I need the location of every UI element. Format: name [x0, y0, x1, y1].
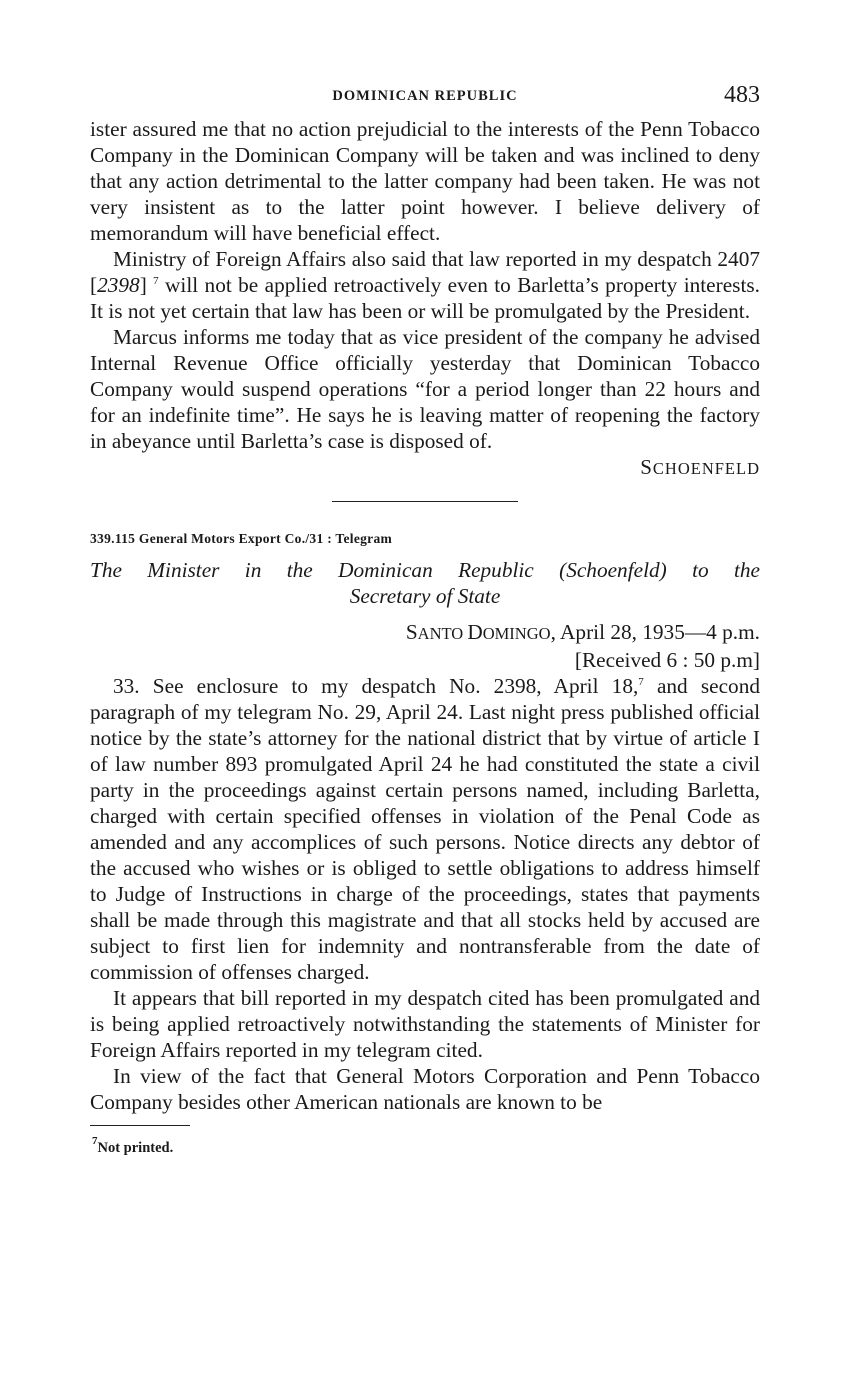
- document-title: [90, 557, 760, 609]
- footnote-text: Not printed.: [97, 1140, 174, 1156]
- paragraph-marcus: Marcus informs me today that as vice president of the company he advised Internal Revenue Office officially yesterday that Dominican Tobacco Company would suspend operations “for a period longer than 22 hours and for an indefinite time”. He says he is leaving matter of reopening the factory in abeyance until Barletta’s case is disposed of.: [90, 325, 760, 453]
- place-date: SANTO DOMINGO, April 28, 1935—4 p.m.: [405, 620, 760, 644]
- document-title-line2: Secretary of State: [349, 584, 501, 608]
- dateline: [90, 619, 760, 673]
- paragraph-text: will not be applied retroactively even to Barletta’s property interests. It is not yet certain that law has been or will be promulgated by the President.: [90, 273, 760, 323]
- telegram-paragraph-2: It appears that bill reported in my despatch cited has been promulgated and is being applied retroactively notwithstanding the statements of Minister for Foreign Affairs reported in my telegram cited.: [90, 986, 760, 1062]
- footnote-marker: 7: [638, 676, 644, 688]
- footnote-rule: [90, 1125, 190, 1126]
- paragraph-text: Ministry of Foreign Affairs also said that law reported in my despatch 2407 [: [90, 247, 760, 297]
- telegram-paragraph-1: 33. See enclosure to my despatch No. 2398, April 18,$^7$ and second paragraph of my telegram No. 29, April 24. Last night press published official notice by the state’s attorney for the national district that by virtue of article I of law number 893 promulgated April 24 he had constituted the state a civil party in the proceedings against certain persons named, including Barletta, charged with certain specified offenses in violation of the Penal Code as amended and any accomplices of such persons. Notice directs any debtor of the accused who wishes or is obliged to settle obligations to address himself to Judge of Instructions in charge of the proceedings, states that payments shall be made through this magistrate and that all stocks held by accused are subject to first lien for indemnity and nontransferable from the date of commission of offenses charged.: [90, 674, 760, 984]
- bracket-close: ]: [139, 273, 147, 297]
- despatch-reference: 2398: [97, 273, 140, 297]
- paragraph-continued: ister assured me that no action prejudicial to the interests of the Penn Tobacco Company in the Dominican Company will be taken and was inclined to deny that any action detrimental to the latter company had been taken. He was not very insistent as to the latter point however. I believe delivery of memorandum will have beneficial effect.: [90, 117, 760, 245]
- footnote-marker: 7: [153, 275, 159, 287]
- section-divider: [332, 501, 518, 502]
- file-reference: 339.115 General Motors Export Co./31 : Telegram: [90, 531, 393, 546]
- running-title: DOMINICAN REPUBLIC: [332, 88, 518, 104]
- paragraph-foreign-affairs: [90, 246, 760, 324]
- document-title-line1: The Minister in the Dominican Republic (Schoenfeld) to the: [90, 558, 760, 582]
- page-number: 483: [724, 82, 760, 108]
- telegram-paragraph-3: In view of the fact that General Motors Corporation and Penn Tobacco Company besides other American nationals are known to be: [90, 1064, 760, 1114]
- footnote-number: 7: [92, 1135, 98, 1147]
- footnote: [90, 1135, 760, 1157]
- document-page: [90, 82, 760, 1157]
- received-time: [Received 6 : 50 p.m]: [574, 648, 760, 672]
- running-head: [90, 82, 760, 116]
- signature: SCHOENFELD: [640, 455, 760, 479]
